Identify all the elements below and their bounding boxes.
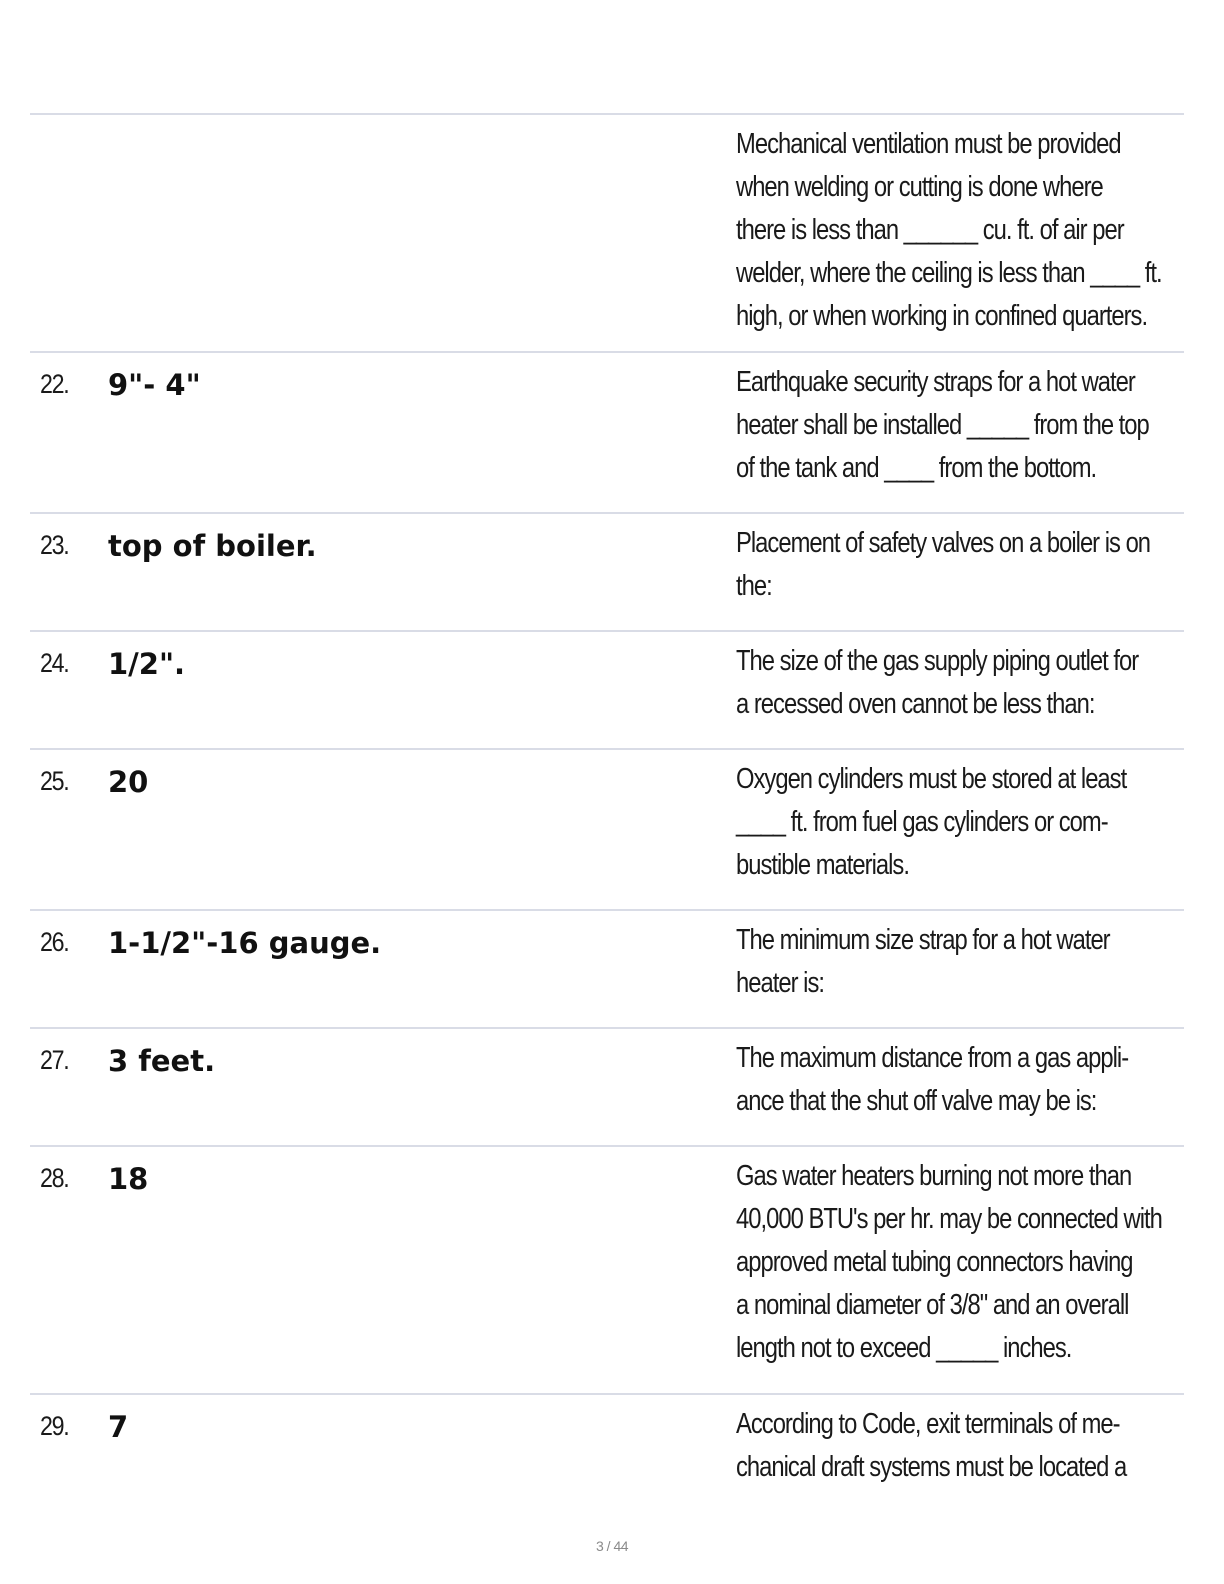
table-row bbox=[30, 1393, 1184, 1513]
table-row bbox=[30, 1027, 1184, 1145]
answer-text: 7 bbox=[108, 1410, 129, 1444]
table-row bbox=[30, 630, 1184, 748]
table-row bbox=[30, 351, 1184, 512]
answer-text: 18 bbox=[108, 1162, 149, 1196]
question-text: Earthquake security straps for a hot water heater shall be installed _____ from the top of the tank and ____ from the bottom. bbox=[736, 366, 1149, 484]
table-row bbox=[30, 1145, 1184, 1393]
row-number: 27. bbox=[40, 1045, 69, 1075]
row-number: 28. bbox=[40, 1163, 69, 1193]
question-text: According to Code, exit terminals of me- chanical draft systems must be located a bbox=[736, 1408, 1127, 1483]
row-number: 22. bbox=[40, 369, 69, 399]
row-number: 26. bbox=[40, 927, 69, 957]
answer-text: 3 feet. bbox=[108, 1044, 216, 1078]
row-number: 24. bbox=[40, 648, 69, 678]
table-row bbox=[30, 909, 1184, 1027]
question-text: The minimum size strap for a hot water heater is: bbox=[736, 924, 1110, 999]
question-text: Gas water heaters burning not more than 40,000 BTU's per hr. may be connected with approved metal tubing connectors having a nominal diameter of 3/8" and an overall length not to exceed _____ inches. bbox=[736, 1160, 1162, 1364]
row-number: 23. bbox=[40, 530, 69, 560]
question-text: Oxygen cylinders must be stored at least ____ ft. from fuel gas cylinders or com- bustible materials. bbox=[736, 763, 1127, 881]
answer-text: 20 bbox=[108, 765, 149, 799]
question-table bbox=[30, 113, 1184, 1513]
question-text: Placement of safety valves on a boiler is on the: bbox=[736, 527, 1151, 602]
page-indicator: 3 / 44 bbox=[595, 1538, 629, 1554]
question-text: The maximum distance from a gas appli- ance that the shut off valve may be is: bbox=[736, 1042, 1129, 1117]
row-number: 29. bbox=[40, 1411, 69, 1441]
table-row bbox=[30, 512, 1184, 630]
row-number: 25. bbox=[40, 766, 69, 796]
question-text: The size of the gas supply piping outlet for a recessed oven cannot be less than: bbox=[736, 645, 1139, 720]
answer-text: 9"- 4" bbox=[108, 368, 201, 402]
question-text: Mechanical ventilation must be provided when welding or cutting is done where there is less than ______ cu. ft. of air per welder, where the ceiling is less than ____ ft. high, or when working in confined quarters. bbox=[736, 128, 1162, 332]
table-row bbox=[30, 748, 1184, 909]
answer-text: top of boiler. bbox=[108, 529, 317, 563]
table-row bbox=[30, 113, 1184, 351]
answer-text: 1-1/2"-16 gauge. bbox=[108, 926, 382, 960]
answer-text: 1/2". bbox=[108, 647, 186, 681]
